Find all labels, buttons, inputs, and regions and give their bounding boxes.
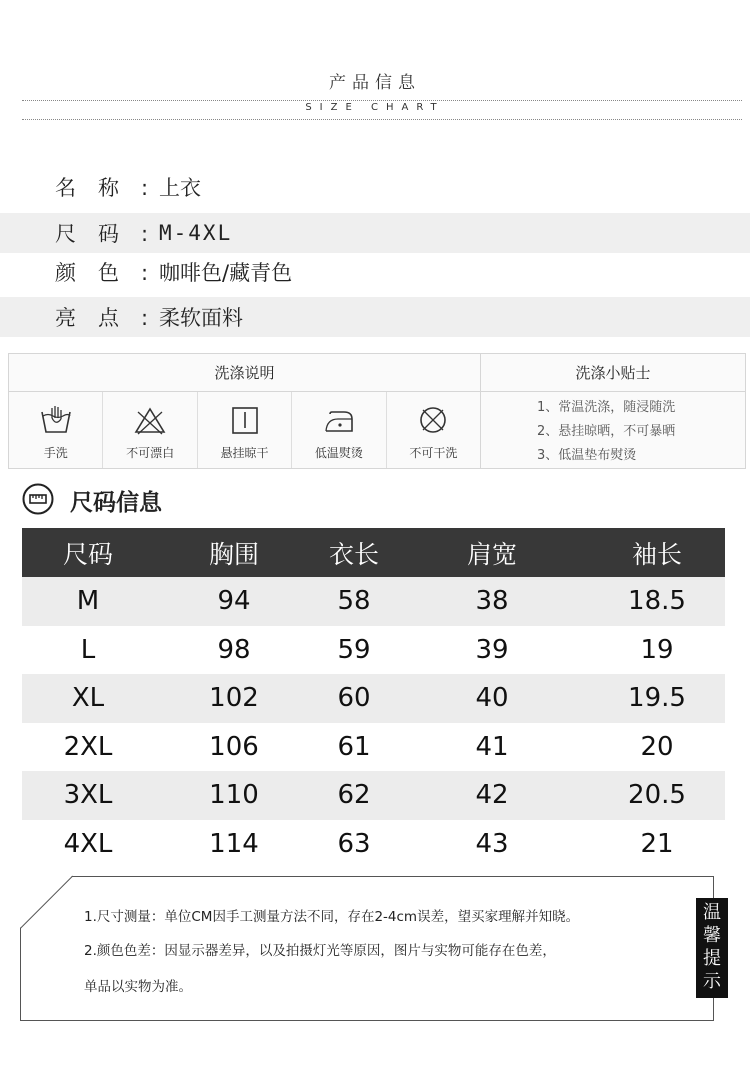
column-header: 胸围 xyxy=(208,539,259,569)
care-item xyxy=(198,392,292,468)
badge-char: 提 xyxy=(703,948,721,969)
table-cell: 20.5 xyxy=(628,780,686,811)
table-row xyxy=(22,577,725,626)
table-cell: 38 xyxy=(475,586,509,617)
table-cell: 40 xyxy=(475,683,509,714)
care-label: 悬挂晾干 xyxy=(220,446,269,460)
badge-char: 温 xyxy=(703,902,721,923)
info-label: 亮点: xyxy=(55,306,171,330)
care-item xyxy=(9,392,103,468)
column-header: 尺码 xyxy=(62,539,113,569)
table-cell: 61 xyxy=(337,731,371,762)
table-cell: 4XL xyxy=(63,828,113,859)
table-cell: 43 xyxy=(475,828,509,859)
care-icons-row xyxy=(9,392,481,468)
divider xyxy=(22,119,742,120)
low-iron-icon xyxy=(322,404,356,436)
care-tip: 2、悬挂晾晒，不可暴晒 xyxy=(537,424,676,439)
notice-badge xyxy=(696,898,728,998)
table-cell: 2XL xyxy=(63,731,113,762)
table-row xyxy=(22,771,725,820)
badge-char: 示 xyxy=(703,971,721,992)
info-label: 颜色: xyxy=(55,261,171,285)
table-cell: 63 xyxy=(337,828,371,859)
table-cell: 102 xyxy=(209,683,259,714)
table-cell: 60 xyxy=(337,683,371,714)
table-row xyxy=(22,626,725,675)
info-row-name xyxy=(0,167,750,207)
table-cell: 20 xyxy=(640,731,674,762)
table-cell: 94 xyxy=(217,586,251,617)
info-row-color xyxy=(0,252,750,292)
ruler-icon xyxy=(22,483,54,515)
badge-char: 馨 xyxy=(703,925,721,946)
care-tips xyxy=(481,392,745,468)
care-label: 低温熨烫 xyxy=(314,446,363,460)
table-row xyxy=(22,674,725,723)
care-tip: 3、低温垫布熨烫 xyxy=(537,448,637,463)
care-label: 手洗 xyxy=(43,446,68,460)
care-label: 不可干洗 xyxy=(409,446,458,460)
info-label: 尺码: xyxy=(55,222,171,246)
size-section-heading: 尺码信息 xyxy=(70,490,162,516)
column-header: 肩宽 xyxy=(466,539,517,569)
table-cell: 42 xyxy=(475,780,509,811)
no-dry-clean-icon xyxy=(416,404,450,436)
column-header: 衣长 xyxy=(328,539,379,569)
info-row-size xyxy=(0,213,750,253)
table-cell: 41 xyxy=(475,731,509,762)
table-row xyxy=(22,723,725,772)
page-title: 产品信息 xyxy=(329,73,421,93)
table-cell: 98 xyxy=(217,634,251,665)
divider xyxy=(22,100,742,101)
notice-line: 1.尺寸测量：单位CM因手工测量方法不同，存在2-4cm误差，望买家理解并知晓。 xyxy=(84,909,580,925)
column-header: 袖长 xyxy=(631,539,682,569)
no-bleach-icon xyxy=(133,404,167,436)
table-cell: 58 xyxy=(337,586,371,617)
table-row xyxy=(22,820,725,869)
size-table xyxy=(22,528,725,868)
info-value: 上衣 xyxy=(159,176,201,200)
table-cell: 19 xyxy=(640,634,674,665)
table-cell: 39 xyxy=(475,634,509,665)
table-cell: 110 xyxy=(209,780,259,811)
care-tip: 1、常温洗涤，随浸随洗 xyxy=(537,400,676,415)
care-item xyxy=(387,392,480,468)
table-cell: 106 xyxy=(209,731,259,762)
info-value: 咖啡色/藏青色 xyxy=(159,261,293,285)
care-right-title: 洗涤小贴士 xyxy=(481,354,745,392)
table-cell: 18.5 xyxy=(628,586,686,617)
info-value: M-4XL xyxy=(159,221,233,245)
table-header-row xyxy=(22,528,725,577)
info-label: 名称: xyxy=(55,176,171,200)
table-cell: XL xyxy=(71,683,105,714)
care-label: 不可漂白 xyxy=(126,446,175,460)
care-item xyxy=(292,392,386,468)
info-value: 柔软面料 xyxy=(159,306,243,330)
care-left-title: 洗涤说明 xyxy=(9,354,481,392)
table-cell: 21 xyxy=(640,828,674,859)
notice-line: 单品以实物为准。 xyxy=(84,979,192,995)
hang-dry-icon xyxy=(228,404,262,436)
page-subtitle: SIZE CHART xyxy=(305,102,445,113)
table-cell: L xyxy=(80,634,96,665)
care-item xyxy=(103,392,197,468)
info-row-highlight xyxy=(0,297,750,337)
table-cell: 114 xyxy=(209,828,259,859)
table-cell: 62 xyxy=(337,780,371,811)
hand-wash-icon xyxy=(39,404,73,436)
table-cell: M xyxy=(76,586,100,617)
table-cell: 59 xyxy=(337,634,371,665)
care-instructions-panel xyxy=(8,353,746,469)
notice-line: 2.颜色色差：因显示器差异，以及拍摄灯光等原因，图片与实物可能存在色差， xyxy=(84,943,556,959)
table-cell: 19.5 xyxy=(628,683,686,714)
table-cell: 3XL xyxy=(63,780,113,811)
